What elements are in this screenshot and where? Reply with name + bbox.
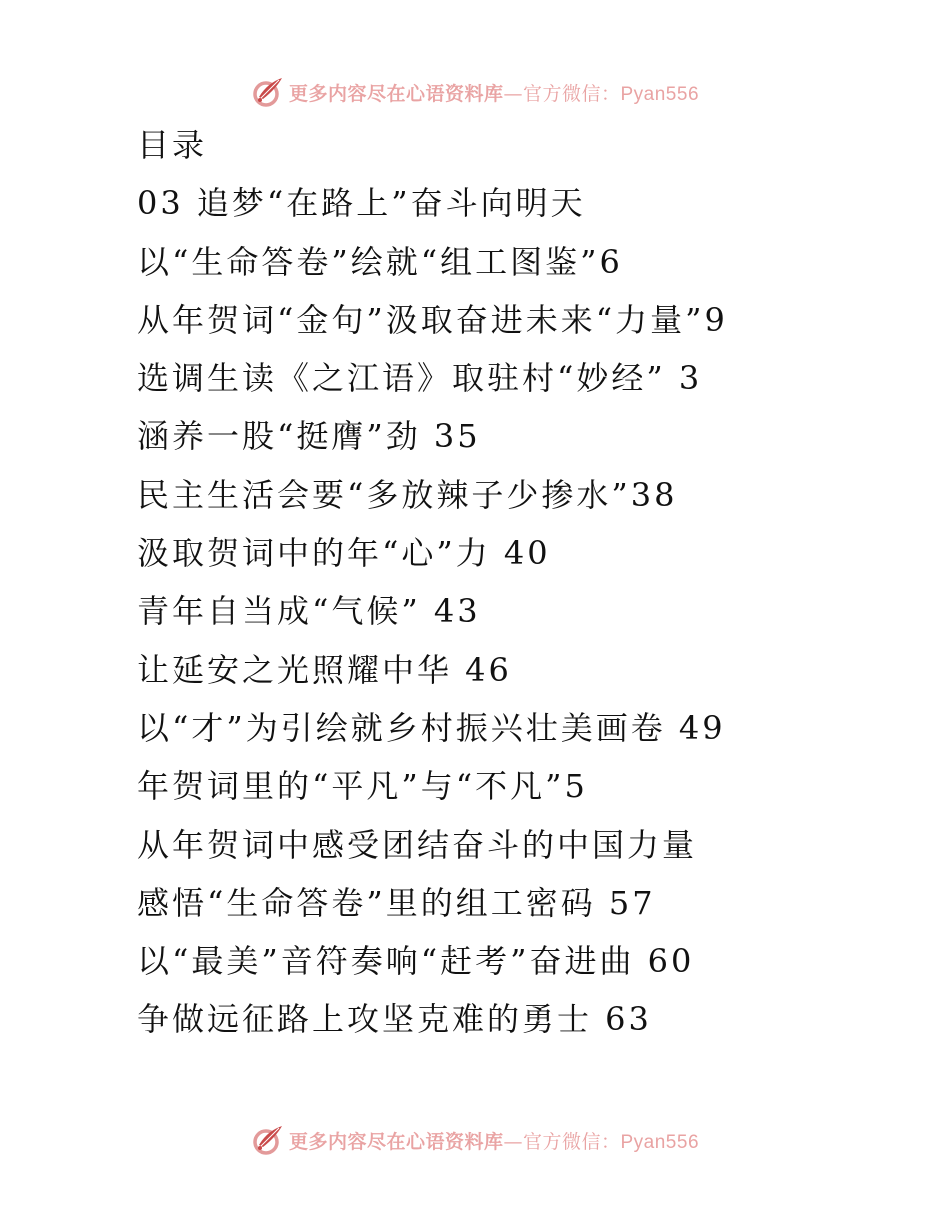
toc-item: 汲取贺词中的年“心”力 40 bbox=[137, 534, 551, 573]
toc-item: 年贺词里的“平凡”与“不凡”5 bbox=[137, 767, 588, 806]
table-of-contents bbox=[137, 116, 927, 1049]
toc-item: 从年贺词中感受团结奋斗的中国力量 bbox=[137, 825, 698, 864]
toc-item: 让延安之光照耀中华 46 bbox=[137, 650, 512, 689]
header-watermark bbox=[0, 72, 950, 112]
toc-item: 以“最美”音符奏响“赶考”奋进曲 60 bbox=[137, 942, 695, 981]
toc-item: 争做远征路上攻坚克难的勇士 63 bbox=[137, 1000, 652, 1039]
watermark-wechat-id: Pyan556 bbox=[620, 1131, 700, 1153]
watermark-label: 官方微信： bbox=[522, 82, 621, 105]
toc-item: 选调生读《之江语》取驻村“妙经” 3 bbox=[137, 359, 703, 398]
feather-pen-logo-icon bbox=[251, 1123, 285, 1157]
watermark-separator: — bbox=[503, 82, 523, 105]
toc-item: 以“生命答卷”绘就“组工图鉴”6 bbox=[137, 242, 623, 281]
toc-item: 以“才”为引绘就乡村振兴壮美画卷 49 bbox=[137, 708, 726, 747]
toc-item: 涵养一股“挺膺”劲 35 bbox=[137, 417, 481, 456]
toc-item: 从年贺词“金句”汲取奋进未来“力量”9 bbox=[137, 300, 728, 339]
watermark-separator: — bbox=[503, 1130, 523, 1153]
watermark-brand: 更多内容尽在心语资料库 bbox=[288, 1130, 504, 1153]
watermark-brand: 更多内容尽在心语资料库 bbox=[288, 82, 504, 105]
toc-item: 青年自当成“气候” 43 bbox=[137, 592, 481, 631]
watermark-label: 官方微信： bbox=[522, 1130, 621, 1153]
toc-item: 民主生活会要“多放辣子少掺水”38 bbox=[137, 475, 678, 514]
toc-item: 感悟“生命答卷”里的组工密码 57 bbox=[137, 883, 656, 922]
watermark-wechat-id: Pyan556 bbox=[620, 83, 700, 105]
footer-watermark bbox=[0, 1120, 950, 1160]
toc-title: 目录 bbox=[137, 126, 208, 164]
toc-item: 03 追梦“在路上”奋斗向明天 bbox=[137, 184, 586, 223]
feather-pen-logo-icon bbox=[251, 75, 285, 109]
